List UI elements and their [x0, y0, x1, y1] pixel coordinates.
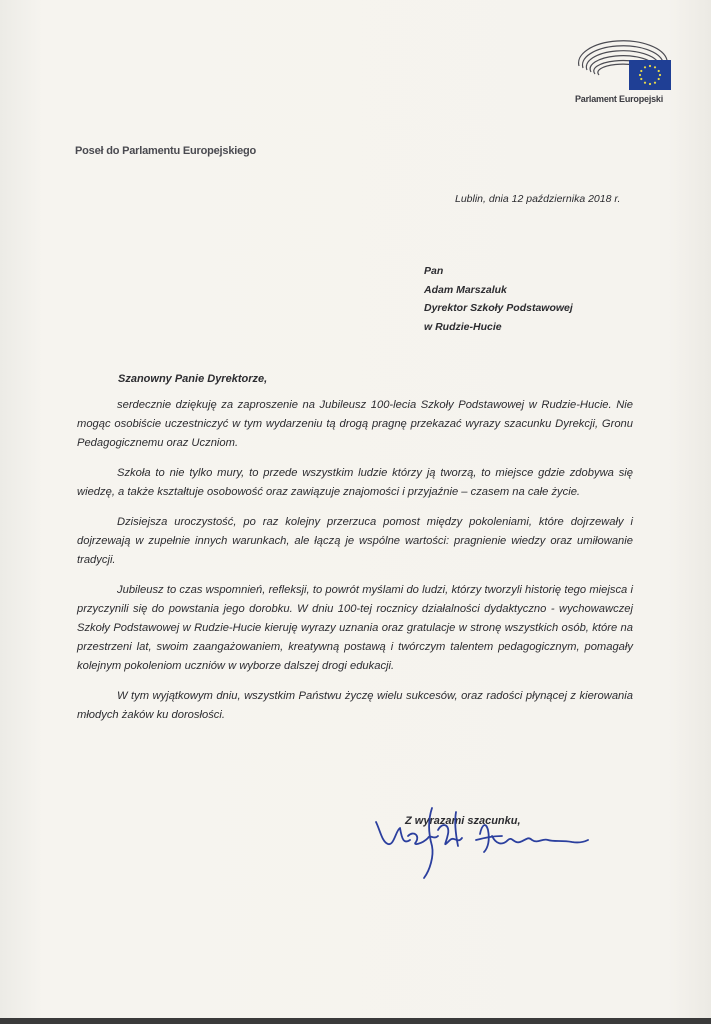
salutation: Szanowny Panie Dyrektorze,: [118, 373, 268, 385]
closing-line: Z wyrazami szacunku,: [405, 815, 521, 827]
paragraph: serdecznie dziękuję za zaproszenie na Jubileusz 100-lecia Szkoły Podstawowej w Rudzie-Hucie. Nie mogąc osobiście uczestniczyć w tym wydarzeniu tą drogą pragnę przekazać wyrazy szacunku Dyrekcji, Gronu Pedagogicznemu oraz Uczniom.: [77, 399, 633, 449]
paragraph: Dzisiejsza uroczystość, po raz kolejny przerzuca pomost między pokoleniami, które dojrzewały i dojrzewają w zupełnie innych warunkach, ale łączą je wspólne wartości: pragnienie wiedzy oraz umiłowanie tradycji.: [77, 516, 633, 566]
recipient-location: w Rudzie-Hucie: [424, 320, 502, 333]
letter-body: [77, 396, 633, 736]
recipient-line: Pan: [424, 265, 444, 277]
recipient-name: Adam Marszaluk: [424, 283, 507, 296]
date-line: Lublin, dnia 12 października 2018 r.: [455, 193, 621, 205]
paragraph: W tym wyjątkowym dniu, wszystkim Państwu życzę wielu sukcesów, oraz radości płynącej z kierowania młodych żaków ku dorosłości.: [77, 690, 633, 721]
handwritten-signature: [372, 800, 592, 885]
logo-caption: Parlament Europejski: [575, 94, 664, 104]
scan-edge: [0, 1018, 711, 1024]
recipient-position: Dyrektor Szkoły Podstawowej: [424, 302, 573, 314]
eu-flag-icon: [629, 60, 671, 90]
paragraph: Szkoła to nie tylko mury, to przede wszystkim ludzie którzy ją tworzą, to miejsce gdzie zdobywa się wiedzę, a także kształtuje osobowość oraz zawiązuje znajomości i przyjaźnie – czasem na całe życie.: [77, 467, 633, 498]
sender-title: Poseł do Parlamentu Europejskiego: [75, 145, 257, 157]
paragraph: Jubileusz to czas wspomnień, refleksji, to powrót myślami do ludzi, którzy tworzyli historię tego miejsca i przyczynili się do powstania jego dorobku. W dniu 100-tej rocznicy działalności dydaktyczno - wychowawczej Szkoły Podstawowej w Rudzie-Hucie kieruję wyrazy uznania oraz gratulacje w stronę wszystkich osób, które na przestrzeni lat, swoim zaangażowaniem, kreatywną postawą i twórczym talentem pedagogicznym, pomagały kolejnym pokoleniom uczniów w wyborze dalszej drogi edukacji.: [77, 584, 633, 672]
recipient-block: [424, 262, 573, 336]
